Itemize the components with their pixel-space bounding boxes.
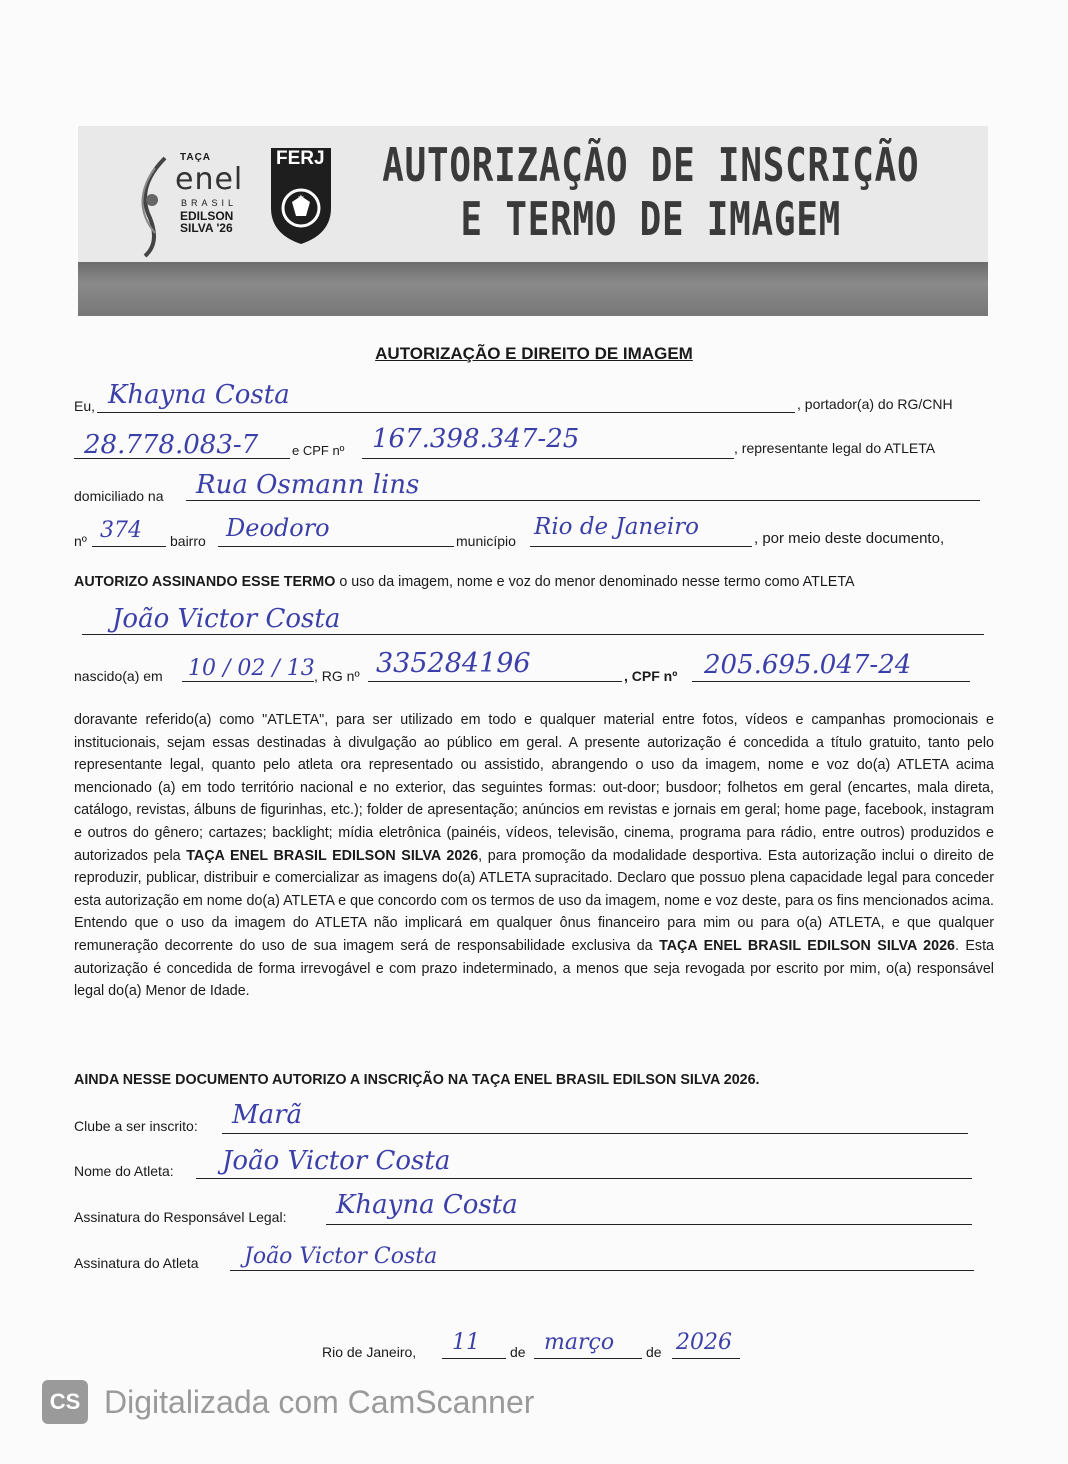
ferj-label: FERJ [276,148,325,169]
atleta-sign-label: Assinatura do Atleta [74,1255,199,1271]
ferj-crest [268,146,334,246]
bairro-underline [218,546,454,547]
logo-enel-text: enel [175,162,244,197]
nome-label: Nome do Atleta: [74,1163,174,1179]
cpf2-label: , CPF nº [624,668,678,684]
eu-handwritten[interactable]: Khayna Costa [108,380,290,410]
title-line-2: E TERMO DE IMAGEM [460,192,842,246]
rg-label: , portador(a) do RG/CNH [797,396,953,412]
rg2-underline [368,681,622,682]
num-handwritten[interactable]: 374 [100,518,142,543]
camscanner-icon: CS [42,1380,88,1424]
paragraph-bold-1: TAÇA ENEL BRASIL EDILSON SILVA 2026 [186,847,479,864]
clube-underline [222,1133,968,1134]
atleta-sign-underline [230,1270,974,1271]
paragraph-part-3: . Esta autorização é concedida de forma irrevogável e com prazo indeterminado, a menos que seja revogada por escrito por mim, o(a) responsável legal do(a) Menor de Idade. [74,937,994,1000]
cpf2-handwritten[interactable]: 205.695.047-24 [704,650,912,680]
atleta-underline [82,634,984,635]
nome-handwritten[interactable]: João Victor Costa [222,1146,451,1176]
paragraph-bold-2: TAÇA ENEL BRASIL EDILSON SILVA 2026 [659,937,955,954]
dom-handwritten[interactable]: Rua Osmann lins [196,470,420,500]
date-month[interactable]: março [544,1330,615,1355]
mun-label: município [456,533,516,549]
autorizo-bold: AUTORIZO ASSINANDO ESSE TERMO [74,574,336,590]
bairro-handwritten[interactable]: Deodoro [226,514,330,542]
eu-underline [97,412,795,413]
year-underline [672,1358,740,1359]
autorizo-rest: o uso da imagem, nome e voz do menor denominado nesse termo como ATLETA [335,574,855,590]
rg2-label: , RG nº [314,668,360,684]
rg2-handwritten[interactable]: 335284196 [376,648,531,679]
bairro-label: bairro [170,533,206,549]
logo-brasil-text: BRASIL [181,198,238,208]
date-de-2: de [646,1344,662,1360]
date-year[interactable]: 2026 [676,1330,732,1355]
resp-label: Assinatura do Responsável Legal: [74,1209,287,1225]
atleta-handwritten[interactable]: João Victor Costa [112,604,341,634]
paragraph-part-2: , para promoção da modalidade desportiva. Esta autorização inclui o direito de reproduzir, publicar, distribuir e comercializar as imagens do(a) ATLETA supracitado. Declaro que possuo plena capacidade legal para conceder esta autorização em nome do(a) ATLETA e que concordo com os termos de uso da imagem, nome e voz deste, para os fins mencionados acima. Entendo que o uso da imagem do ATLETA não implicará em qualquer ônus financeiro para mim ou para o(a) ATLETA, e que qualquer remuneração decorrente do uso de sua imagem será de responsabilidade exclusiva da [74,847,995,954]
dom-label: domiciliado na [74,488,164,504]
nasc-underline [182,681,314,682]
atleta-signature[interactable]: João Victor Costa [244,1244,438,1269]
clube-handwritten[interactable]: Marã [232,1100,303,1130]
clube-label: Clube a ser inscrito: [74,1118,198,1134]
mun-underline [530,546,752,547]
cpf2-underline [692,681,970,682]
num-underline [92,546,166,547]
rg-handwritten[interactable]: 28.778.083-7 [84,430,259,460]
dom-underline [186,500,980,501]
document-title [370,138,932,246]
authorization-paragraph [74,709,994,1003]
autorizo-line [74,574,855,590]
meio-label: , por meio deste documento, [754,530,945,547]
eu-label: Eu, [74,398,96,414]
title-line-1: AUTORIZAÇÃO DE INSCRIÇÃO [382,138,920,192]
nasc-label: nascido(a) em [74,668,163,684]
resp-underline [326,1224,972,1225]
date-day[interactable]: 11 [452,1330,480,1355]
nome-underline [196,1178,972,1179]
camscanner-text: Digitalizada com CamScanner [104,1384,535,1420]
inscricao-title: AINDA NESSE DOCUMENTO AUTORIZO A INSCRIÇÃO NA TAÇA ENEL BRASIL EDILSON SILVA 2026. [74,1072,760,1088]
month-underline [534,1358,642,1359]
rep-label: , representante legal do ATLETA [734,440,936,456]
nasc-handwritten[interactable]: 10 / 02 / 13 [188,656,315,681]
day-underline [442,1358,506,1359]
header-gray-bar [78,262,988,316]
date-de-1: de [510,1344,526,1360]
section-title: AUTORIZAÇÃO E DIREITO DE IMAGEM [375,344,693,363]
paragraph-part-1: doravante referido(a) como "ATLETA", para ser utilizado em todo e qualquer material entre fotos, vídeos e campanhas promocionais e institucionais, sejam essas destinadas à divulgação ao público em geral. A presente autorização é concedida a título gratuito, tanto pelo representante legal, quanto pelo atleta ora representado ou assistido, abrangendo o uso da imagem, nome e voz do(a) ATLETA acima mencionado (a) em todo território nacional e no exterior, das seguintes formas: out-door; busdoor; folhetos em geral (encartes, mala direta, catálogo, revistas, álbuns de figurinhas, etc.); folder de apresentação; anúncios em revistas e jornais em geral; home page, facebook, instagram e outros do gênero; cartazes; backlight; mídia eletrônica (painéis, vídeos, televisão, cinema, programa para rádio, entre outros) produzidos e autorizados pela [74,712,994,864]
logo-taca-text: TAÇA [180,152,212,163]
date-city: Rio de Janeiro, [322,1344,417,1360]
taca-enel-logo [125,148,260,258]
logo-edilson-text: EDILSON SILVA '26 [180,209,234,235]
cpf-handwritten[interactable]: 167.398.347-25 [372,424,580,454]
svg-text:★: ★ [297,193,305,202]
num-label: nº [74,533,87,549]
mun-handwritten[interactable]: Rio de Janeiro [534,514,700,540]
cpf-label: e CPF nº [292,443,345,458]
cpf-underline [362,458,734,459]
resp-signature[interactable]: Khayna Costa [336,1190,518,1220]
